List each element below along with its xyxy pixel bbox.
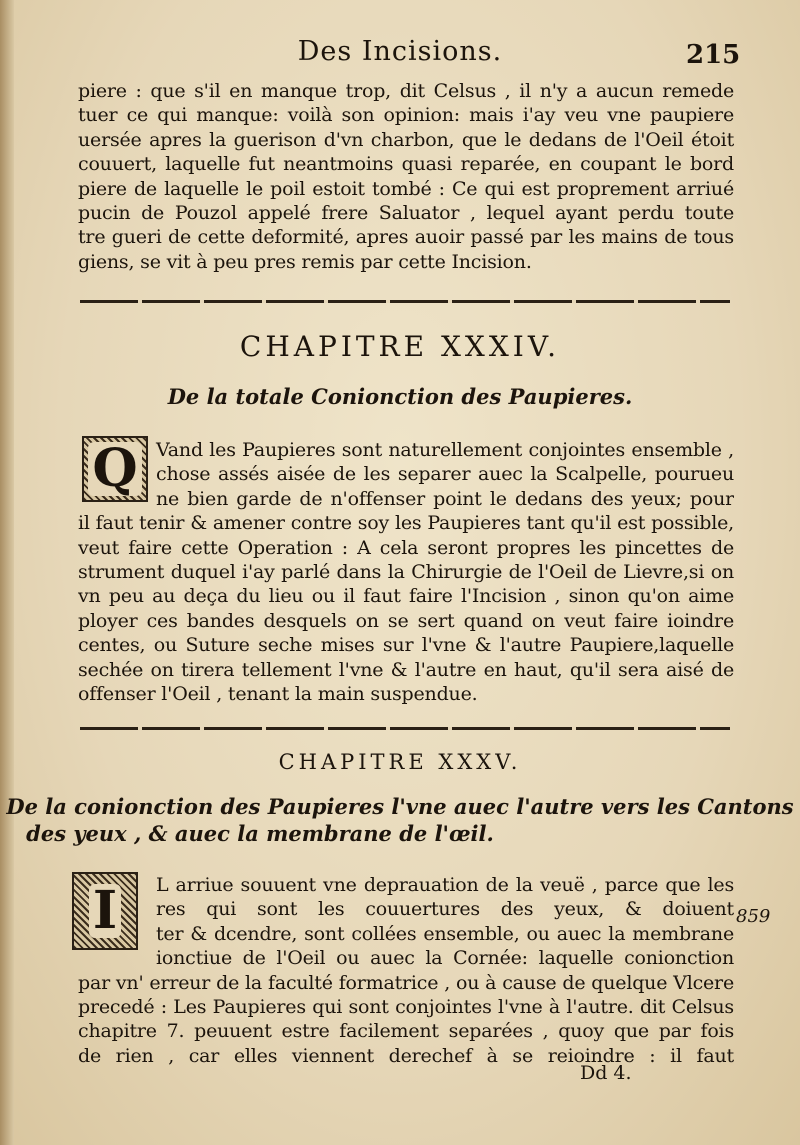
text-line: ionctiue de l'Oeil ou auec la Cornée: laquelle conionction — [156, 947, 734, 970]
text-line: Vand les Paupieres sont naturellement conjointes ensemble , — [156, 439, 734, 461]
page-gutter — [0, 0, 14, 1145]
text-line: piere de laquelle le poil estoit tombé : Ce qui est proprement arriué — [78, 177, 734, 200]
text-line: par vn' erreur de la faculté formatrice , ou à cause de quelque Vlcere — [78, 971, 734, 994]
text-line: pucin de Pouzol appelé frere Saluator , lequel ayant perdu toute — [78, 201, 734, 224]
decorated-initial-i: I — [72, 872, 138, 950]
text-line: ne bien garde de n'offenser point le dedans des yeux; pour — [156, 487, 734, 510]
text-line: res qui sont les couuertures des yeux, & doiuent — [156, 898, 734, 921]
text-line: chapitre 7. peuuent estre facilement separées , quoy que par fois — [78, 1020, 734, 1043]
page-number: 215 — [686, 40, 741, 70]
text-line: precedé : Les Paupieres qui sont conjointes l'vne à l'autre. dit Celsus — [78, 995, 734, 1018]
chapter-35-paragraph — [78, 873, 734, 1068]
decorated-initial-q: Q — [82, 436, 148, 502]
text-line: piere : que s'il en manque trop, dit Celsus , il n'y a aucun remede — [78, 80, 734, 102]
chapter-34-title: CHAPITRE XXXIV. — [239, 330, 561, 363]
chapter-35-subtitle-line-1: De la conionction des Paupieres l'vne auec l'autre vers les Cantons — [6, 794, 794, 819]
text-line: offenser l'Oeil , tenant la main suspendue. — [78, 682, 478, 705]
text-line: centes, ou Suture seche mises sur l'vne & l'autre Paupiere,laquelle — [78, 634, 734, 657]
text-line: strument duquel i'ay parlé dans la Chirurgie de l'Oeil de Lievre,si on — [78, 560, 734, 583]
text-line: tre gueri de cette deformité, apres auoir passé par les mains de tous — [78, 226, 734, 249]
text-line: tuer ce qui manque: voilà son opinion: mais i'ay veu vne paupiere — [78, 104, 734, 127]
text-line: L arriue souuent vne deprauation de la veuë , parce que les — [156, 874, 734, 896]
text-line: sechée on tirera tellement l'vne & l'autre en haut, qu'il sera aisé de — [78, 658, 734, 681]
margin-note: 859 — [736, 906, 771, 927]
text-line: il faut tenir & amener contre soy les Paupieres tant qu'il est possible, — [78, 512, 734, 535]
text-line: veut faire cette Operation : A cela seront propres les pincettes de — [78, 536, 734, 559]
chapter-34-paragraph — [78, 438, 734, 706]
text-line: de rien , car elles viennent derechef à se reioindre : il faut — [78, 1044, 734, 1067]
text-line: vn peu au deça du lieu ou il faut faire l'Incision , sinon qu'on aime — [78, 585, 734, 608]
text-line: ployer ces bandes desquels on se sert quand on veut faire ioindre — [78, 609, 734, 632]
text-line: chose assés aisée de les separer auec la Scalpelle, pourueu — [156, 463, 734, 486]
ornamental-rule — [80, 300, 730, 303]
text-line: uersée apres la guerison d'vn charbon, que le dedans de l'Oeil étoit — [78, 128, 734, 151]
text-line: giens, se vit à peu pres remis par cette Incision. — [78, 250, 532, 273]
chapter-35-title: CHAPITRE XXXV. — [278, 750, 522, 774]
text-line: couuert, laquelle fut neantmoins quasi reparée, en coupant le bord — [78, 153, 734, 176]
text-line: ter & dcendre, sont collées ensemble, ou auec la membrane — [156, 922, 734, 945]
chapter-35-subtitle-line-2: des yeux , & auec la membrane de l'œil. — [26, 821, 494, 846]
signature-mark: Dd 4. — [580, 1062, 632, 1084]
chapter-34-subtitle: De la totale Conionction des Paupieres. — [167, 384, 633, 409]
ornamental-rule — [80, 727, 730, 730]
continuation-paragraph — [78, 79, 734, 274]
running-header: Des Incisions. — [297, 36, 503, 67]
